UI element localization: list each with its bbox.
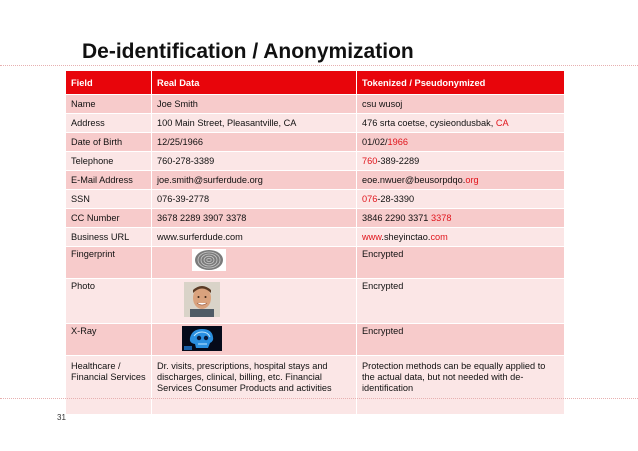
- token-cell: [357, 228, 565, 247]
- field-cell: SSN: [66, 190, 152, 209]
- token-part-highlight: 1966: [387, 137, 408, 147]
- deidentification-table: [65, 70, 565, 415]
- token-cell: Encrypted: [357, 324, 565, 356]
- real-data-cell: 076-39-2778: [152, 190, 357, 209]
- token-part-highlight: www: [362, 232, 382, 242]
- real-data-cell: 760-278-3389: [152, 152, 357, 171]
- token-part-highlight: com: [430, 232, 448, 242]
- token-part: .sheyinctao.: [381, 232, 431, 242]
- real-data-cell: 3678 2289 3907 3378: [152, 209, 357, 228]
- header-field: Field: [66, 71, 152, 95]
- token-cell: [357, 209, 565, 228]
- token-part-highlight: CA: [495, 118, 509, 128]
- token-part-highlight: 760: [362, 156, 378, 166]
- token-cell: Protection methods can be equally applied to the actual data, but not needed with de-identification: [357, 356, 565, 415]
- token-cell: [357, 190, 565, 209]
- field-cell: Date of Birth: [66, 133, 152, 152]
- real-data-cell: 12/25/1966: [152, 133, 357, 152]
- table-row-xray: [66, 324, 565, 356]
- token-part: -28-3390: [377, 194, 415, 204]
- real-data-cell: Dr. visits, prescriptions, hospital stays and discharges, clinical, billing, etc. Financial Services Consumer Products and activities: [152, 356, 357, 415]
- token-cell: Encrypted: [357, 247, 565, 279]
- table-row: [66, 228, 565, 247]
- table-row-photo: [66, 279, 565, 324]
- table-header-row: [66, 71, 565, 95]
- real-data-cell: [152, 247, 357, 279]
- table-row-healthcare: [66, 356, 565, 415]
- page-title: De-identification / Anonymization: [82, 40, 414, 63]
- field-cell: Fingerprint: [66, 247, 152, 279]
- token-cell: Encrypted: [357, 279, 565, 324]
- xray-skull-image: [182, 326, 222, 351]
- real-data-cell: 100 Main Street, Pleasantville, CA: [152, 114, 357, 133]
- face-photo-image: [184, 282, 220, 317]
- token-part: 01/02/: [362, 137, 388, 147]
- field-cell: Name: [66, 95, 152, 114]
- token-cell: [357, 171, 565, 190]
- table-row: [66, 95, 565, 114]
- top-divider: [0, 65, 638, 66]
- token-part-highlight: 076: [362, 194, 378, 204]
- token-part-highlight: org: [465, 175, 479, 185]
- header-real-data: Real Data: [152, 71, 357, 95]
- token-part: 3846 2290 3371: [362, 213, 431, 223]
- field-cell: Address: [66, 114, 152, 133]
- field-cell: Business URL: [66, 228, 152, 247]
- token-cell: [357, 95, 565, 114]
- real-data-cell: [152, 324, 357, 356]
- field-cell: Telephone: [66, 152, 152, 171]
- table-row: [66, 171, 565, 190]
- bottom-divider: [0, 398, 638, 399]
- fingerprint-image: [192, 249, 226, 271]
- real-data-cell: www.surferdude.com: [152, 228, 357, 247]
- token-cell: [357, 152, 565, 171]
- token-cell: [357, 114, 565, 133]
- field-cell: Photo: [66, 279, 152, 324]
- token-part: eoe.nwuer@beusorpdqo.: [362, 175, 466, 185]
- header-tokenized: Tokenized / Pseudonymized: [357, 71, 565, 95]
- table-row: [66, 190, 565, 209]
- field-cell: CC Number: [66, 209, 152, 228]
- page-number: 31: [57, 413, 66, 422]
- token-part-highlight: 3378: [430, 213, 452, 223]
- token-part: -389-2289: [377, 156, 420, 166]
- field-cell: E-Mail Address: [66, 171, 152, 190]
- table-row: [66, 114, 565, 133]
- real-data-cell: [152, 279, 357, 324]
- field-cell: X-Ray: [66, 324, 152, 356]
- real-data-cell: Joe Smith: [152, 95, 357, 114]
- token-part: csu wusoj: [362, 99, 403, 109]
- real-data-cell: joe.smith@surferdude.org: [152, 171, 357, 190]
- table-row: [66, 152, 565, 171]
- token-part: 476 srta coetse, cysieondusbak,: [362, 118, 496, 128]
- table-row-fingerprint: [66, 247, 565, 279]
- table-row: [66, 209, 565, 228]
- field-cell: Healthcare / Financial Services: [66, 356, 152, 415]
- table-row: [66, 133, 565, 152]
- token-cell: [357, 133, 565, 152]
